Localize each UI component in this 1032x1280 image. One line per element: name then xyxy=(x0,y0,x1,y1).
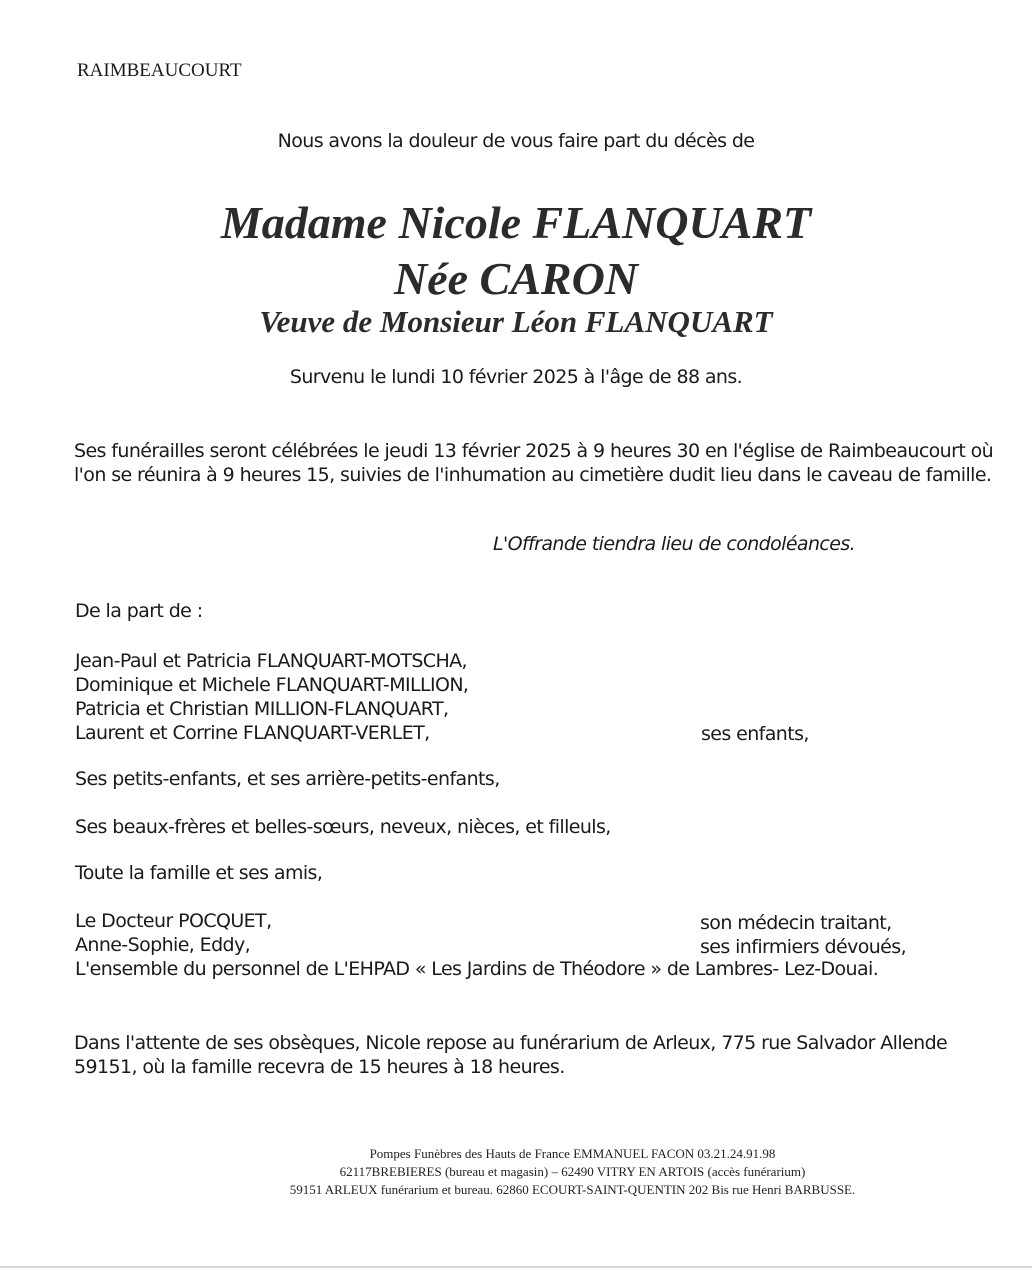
doctor-name: Le Docteur POCQUET, xyxy=(75,910,272,932)
scan-edge-line xyxy=(0,1266,1032,1268)
child-name: Jean-Paul et Patricia FLANQUART-MOTSCHA, xyxy=(75,650,467,672)
rest-line-2: 59151, où la famille recevra de 15 heures à 18 heures. xyxy=(74,1056,565,1078)
in-laws-line: Ses beaux-frères et belles-sœurs, neveux, nièces, et filleuls, xyxy=(75,816,611,838)
rest-line-1: Dans l'attente de ses obsèques, Nicole repose au funérarium de Arleux, 775 rue Salvador Allende xyxy=(74,1032,948,1054)
nurses-role: ses infirmiers dévoués, xyxy=(700,936,907,958)
deceased-widow-line: Veuve de Monsieur Léon FLANQUART xyxy=(259,304,773,339)
doctor-role: son médecin traitant, xyxy=(700,912,892,934)
offering-note: L'Offrande tiendra lieu de condoléances. xyxy=(493,533,856,555)
announcement-intro: Nous avons la douleur de vous faire part du décès de xyxy=(277,130,755,152)
family-friends-line: Toute la famille et ses amis, xyxy=(75,862,323,884)
child-name: Patricia et Christian MILLION-FLANQUART, xyxy=(75,698,449,720)
footer-line-2: 62117BREBIERES (bureau et magasin) – 62490 VITRY EN ARTOIS (accès funérarium) xyxy=(339,1164,806,1179)
children-role: ses enfants, xyxy=(701,723,809,745)
child-name: Dominique et Michele FLANQUART-MILLION, xyxy=(75,674,469,696)
deceased-name: Madame Nicole FLANQUART xyxy=(220,197,812,248)
grandchildren-line: Ses petits-enfants, et ses arrière-petits-enfants, xyxy=(75,768,500,790)
funeral-line-2: l'on se réunira à 9 heures 15, suivies de l'inhumation au cimetière dudit lieu dans le caveau de famille. xyxy=(74,464,992,486)
nurses-names: Anne-Sophie, Eddy, xyxy=(75,934,251,956)
deceased-maiden-name: Née CARON xyxy=(393,253,639,304)
footer-line-3: 59151 ARLEUX funérarium et bureau. 62860 ECOURT-SAINT-QUENTIN 202 Bis rue Henri BARBUSSE. xyxy=(289,1182,856,1197)
footer-line-1: Pompes Funèbres des Hauts de France EMMANUEL FACON 03.21.24.91.98 xyxy=(369,1146,776,1161)
town-heading: RAIMBEAUCOURT xyxy=(77,60,242,81)
ehpad-staff-line: L'ensemble du personnel de L'EHPAD « Les Jardins de Théodore » de Lambres- Lez-Douai. xyxy=(75,958,879,980)
from-label: De la part de : xyxy=(75,600,203,622)
death-date-line: Survenu le lundi 10 février 2025 à l'âge de 88 ans. xyxy=(289,366,743,388)
child-name: Laurent et Corrine FLANQUART-VERLET, xyxy=(75,722,430,744)
funeral-line-1: Ses funérailles seront célébrées le jeudi 13 février 2025 à 9 heures 30 en l'église de Raimbeaucourt où xyxy=(74,440,994,462)
